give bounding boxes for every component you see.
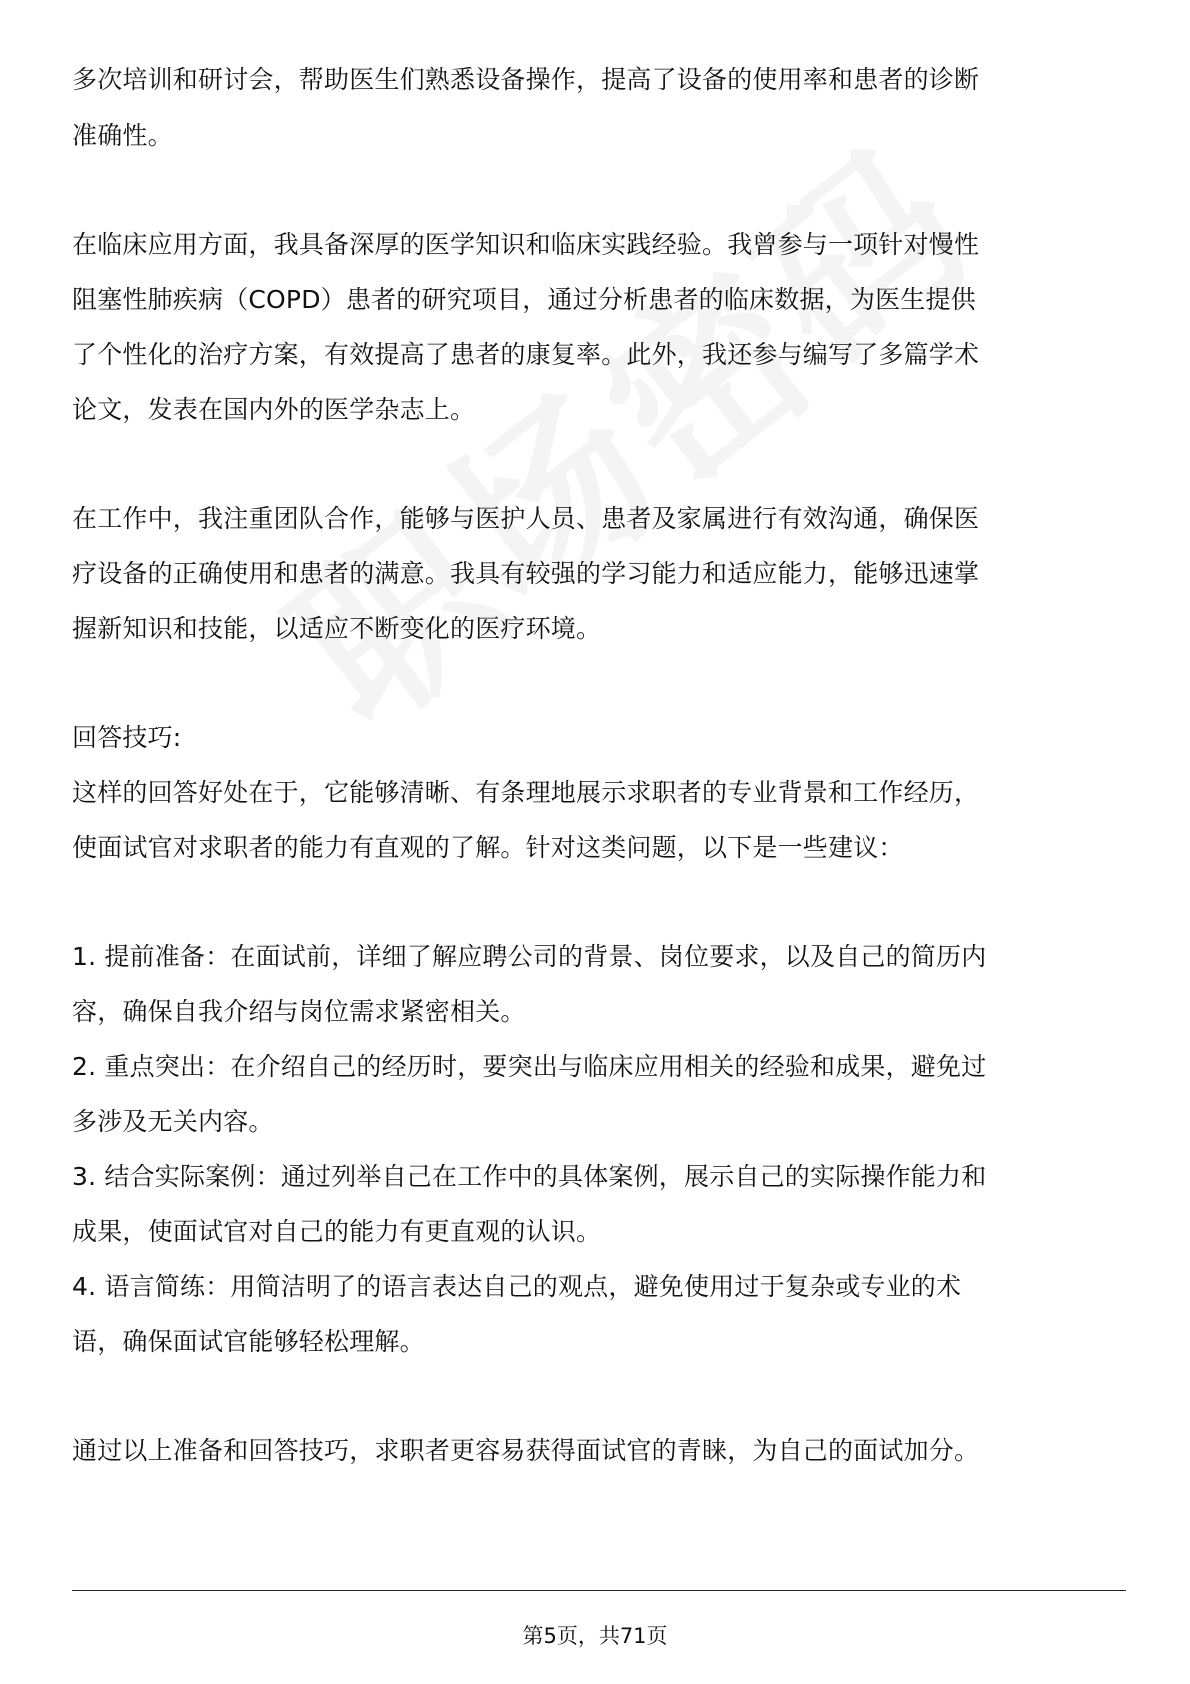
- body-line: 疗设备的正确使用和患者的满意。我具有较强的学习能力和适应能力，能够迅速掌: [72, 559, 980, 588]
- list-item-continuation: 语，确保面试官能够轻松理解。: [72, 1327, 425, 1356]
- body-line: 通过以上准备和回答技巧，求职者更容易获得面试官的青睐，为自己的面试加分。: [72, 1436, 980, 1465]
- body-line: 了个性化的治疗方案，有效提高了患者的康复率。此外，我还参与编写了多篇学术: [72, 340, 980, 369]
- list-item: 3. 结合实际案例：通过列举自己在工作中的具体案例，展示自己的实际操作能力和: [72, 1162, 987, 1191]
- body-line: 在工作中，我注重团队合作，能够与医护人员、患者及家属进行有效沟通，确保医: [72, 504, 980, 533]
- body-line: 这样的回答好处在于，它能够清晰、有条理地展示求职者的专业背景和工作经历，: [72, 778, 980, 807]
- body-line: 准确性。: [72, 121, 173, 150]
- list-item-continuation: 多涉及无关内容。: [72, 1107, 274, 1136]
- list-item: 2. 重点突出：在介绍自己的经历时，要突出与临床应用相关的经验和成果，避免过: [72, 1052, 987, 1081]
- list-item: 1. 提前准备：在面试前，详细了解应聘公司的背景、岗位要求，以及自己的简历内: [72, 942, 987, 971]
- list-item: 4. 语言简练：用简洁明了的语言表达自己的观点，避免使用过于复杂或专业的术: [72, 1272, 962, 1301]
- body-line: 使面试官对求职者的能力有直观的了解。针对这类问题，以下是一些建议：: [72, 833, 904, 862]
- body-line: 论文，发表在国内外的医学杂志上。: [72, 395, 476, 424]
- body-line: 在临床应用方面，我具备深厚的医学知识和临床实践经验。我曾参与一项针对慢性: [72, 230, 980, 259]
- body-line: 握新知识和技能，以适应不断变化的医疗环境。: [72, 614, 602, 643]
- page-number: 第5页，共71页: [522, 1624, 668, 1648]
- list-item-continuation: 容，确保自我介绍与岗位需求紧密相关。: [72, 997, 526, 1026]
- body-line: 阻塞性肺疾病（COPD）患者的研究项目，通过分析患者的临床数据，为医生提供: [72, 285, 976, 314]
- list-item-continuation: 成果，使面试官对自己的能力有更直观的认识。: [72, 1217, 602, 1246]
- footer-divider: [72, 1590, 1126, 1591]
- body-line: 多次培训和研讨会，帮助医生们熟悉设备操作，提高了设备的使用率和患者的诊断: [72, 65, 980, 94]
- section-heading: 回答技巧:: [72, 723, 182, 752]
